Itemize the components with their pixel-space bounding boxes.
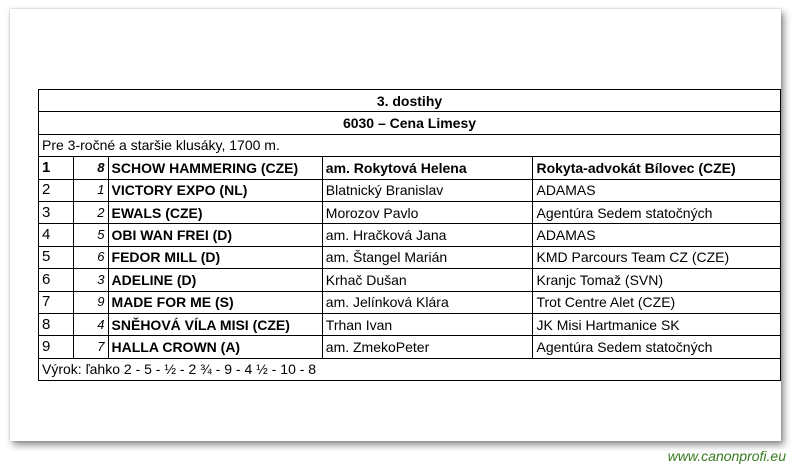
race-verdict: Výrok: ľahko 2 - 5 - ½ - 2 ¾ - 9 - 4 ½ - 10 - 8 — [39, 358, 781, 380]
position-cell: 1 — [39, 157, 74, 179]
document-page — [10, 9, 781, 441]
position-cell: 7 — [39, 291, 74, 313]
horse-cell: FEDOR MILL (D) — [108, 246, 322, 268]
horse-cell: VICTORY EXPO (NL) — [108, 179, 322, 201]
table-row — [39, 179, 781, 201]
start-number-cell: 1 — [74, 179, 108, 201]
table-row — [39, 201, 781, 223]
driver-cell: am. Rokytová Helena — [322, 157, 533, 179]
position-cell: 9 — [39, 336, 74, 358]
watermark-link[interactable]: www.canonprofi.eu — [667, 448, 786, 464]
position-cell: 5 — [39, 246, 74, 268]
race-description: Pre 3-ročné a staršie klusáky, 1700 m. — [39, 134, 781, 156]
table-row — [39, 336, 781, 358]
start-number-cell: 3 — [74, 269, 108, 291]
driver-cell: Trhan Ivan — [322, 313, 533, 335]
driver-cell: am. Hračková Jana — [322, 224, 533, 246]
table-row — [39, 157, 781, 179]
start-number-cell: 9 — [74, 291, 108, 313]
horse-cell: SNĚHOVÁ VÍLA MISI (CZE) — [108, 313, 322, 335]
race-title: 3. dostihy — [39, 90, 781, 112]
horse-cell: ADELINE (D) — [108, 269, 322, 291]
stable-cell: JK Misi Hartmanice SK — [533, 313, 781, 335]
start-number-cell: 7 — [74, 336, 108, 358]
driver-cell: Blatnický Branislav — [322, 179, 533, 201]
table-row — [39, 313, 781, 335]
position-cell: 8 — [39, 313, 74, 335]
start-number-cell: 2 — [74, 201, 108, 223]
stable-cell: Rokyta-advokát Bílovec (CZE) — [533, 157, 781, 179]
driver-cell: am. ZmekoPeter — [322, 336, 533, 358]
horse-cell: HALLA CROWN (A) — [108, 336, 322, 358]
horse-cell: EWALS (CZE) — [108, 201, 322, 223]
horse-cell: SCHOW HAMMERING (CZE) — [108, 157, 322, 179]
position-cell: 3 — [39, 201, 74, 223]
driver-cell: Krhač Dušan — [322, 269, 533, 291]
driver-cell: Morozov Pavlo — [322, 201, 533, 223]
driver-cell: am. Štangel Marián — [322, 246, 533, 268]
table-row — [39, 224, 781, 246]
stable-cell: Agentúra Sedem statočných — [533, 336, 781, 358]
stable-cell: Agentúra Sedem statočných — [533, 201, 781, 223]
stable-cell: KMD Parcours Team CZ (CZE) — [533, 246, 781, 268]
table-row — [39, 269, 781, 291]
stable-cell: Kranjc Tomaž (SVN) — [533, 269, 781, 291]
table-row — [39, 246, 781, 268]
race-subtitle: 6030 – Cena Limesy — [39, 112, 781, 134]
stable-cell: ADAMAS — [533, 179, 781, 201]
start-number-cell: 6 — [74, 246, 108, 268]
stable-cell: ADAMAS — [533, 224, 781, 246]
horse-cell: MADE FOR ME (S) — [108, 291, 322, 313]
position-cell: 6 — [39, 269, 74, 291]
start-number-cell: 5 — [74, 224, 108, 246]
start-number-cell: 8 — [74, 157, 108, 179]
stable-cell: Trot Centre Alet (CZE) — [533, 291, 781, 313]
start-number-cell: 4 — [74, 313, 108, 335]
table-row — [39, 291, 781, 313]
position-cell: 2 — [39, 179, 74, 201]
race-results-table — [38, 89, 781, 381]
position-cell: 4 — [39, 224, 74, 246]
driver-cell: am. Jelínková Klára — [322, 291, 533, 313]
horse-cell: OBI WAN FREI (D) — [108, 224, 322, 246]
